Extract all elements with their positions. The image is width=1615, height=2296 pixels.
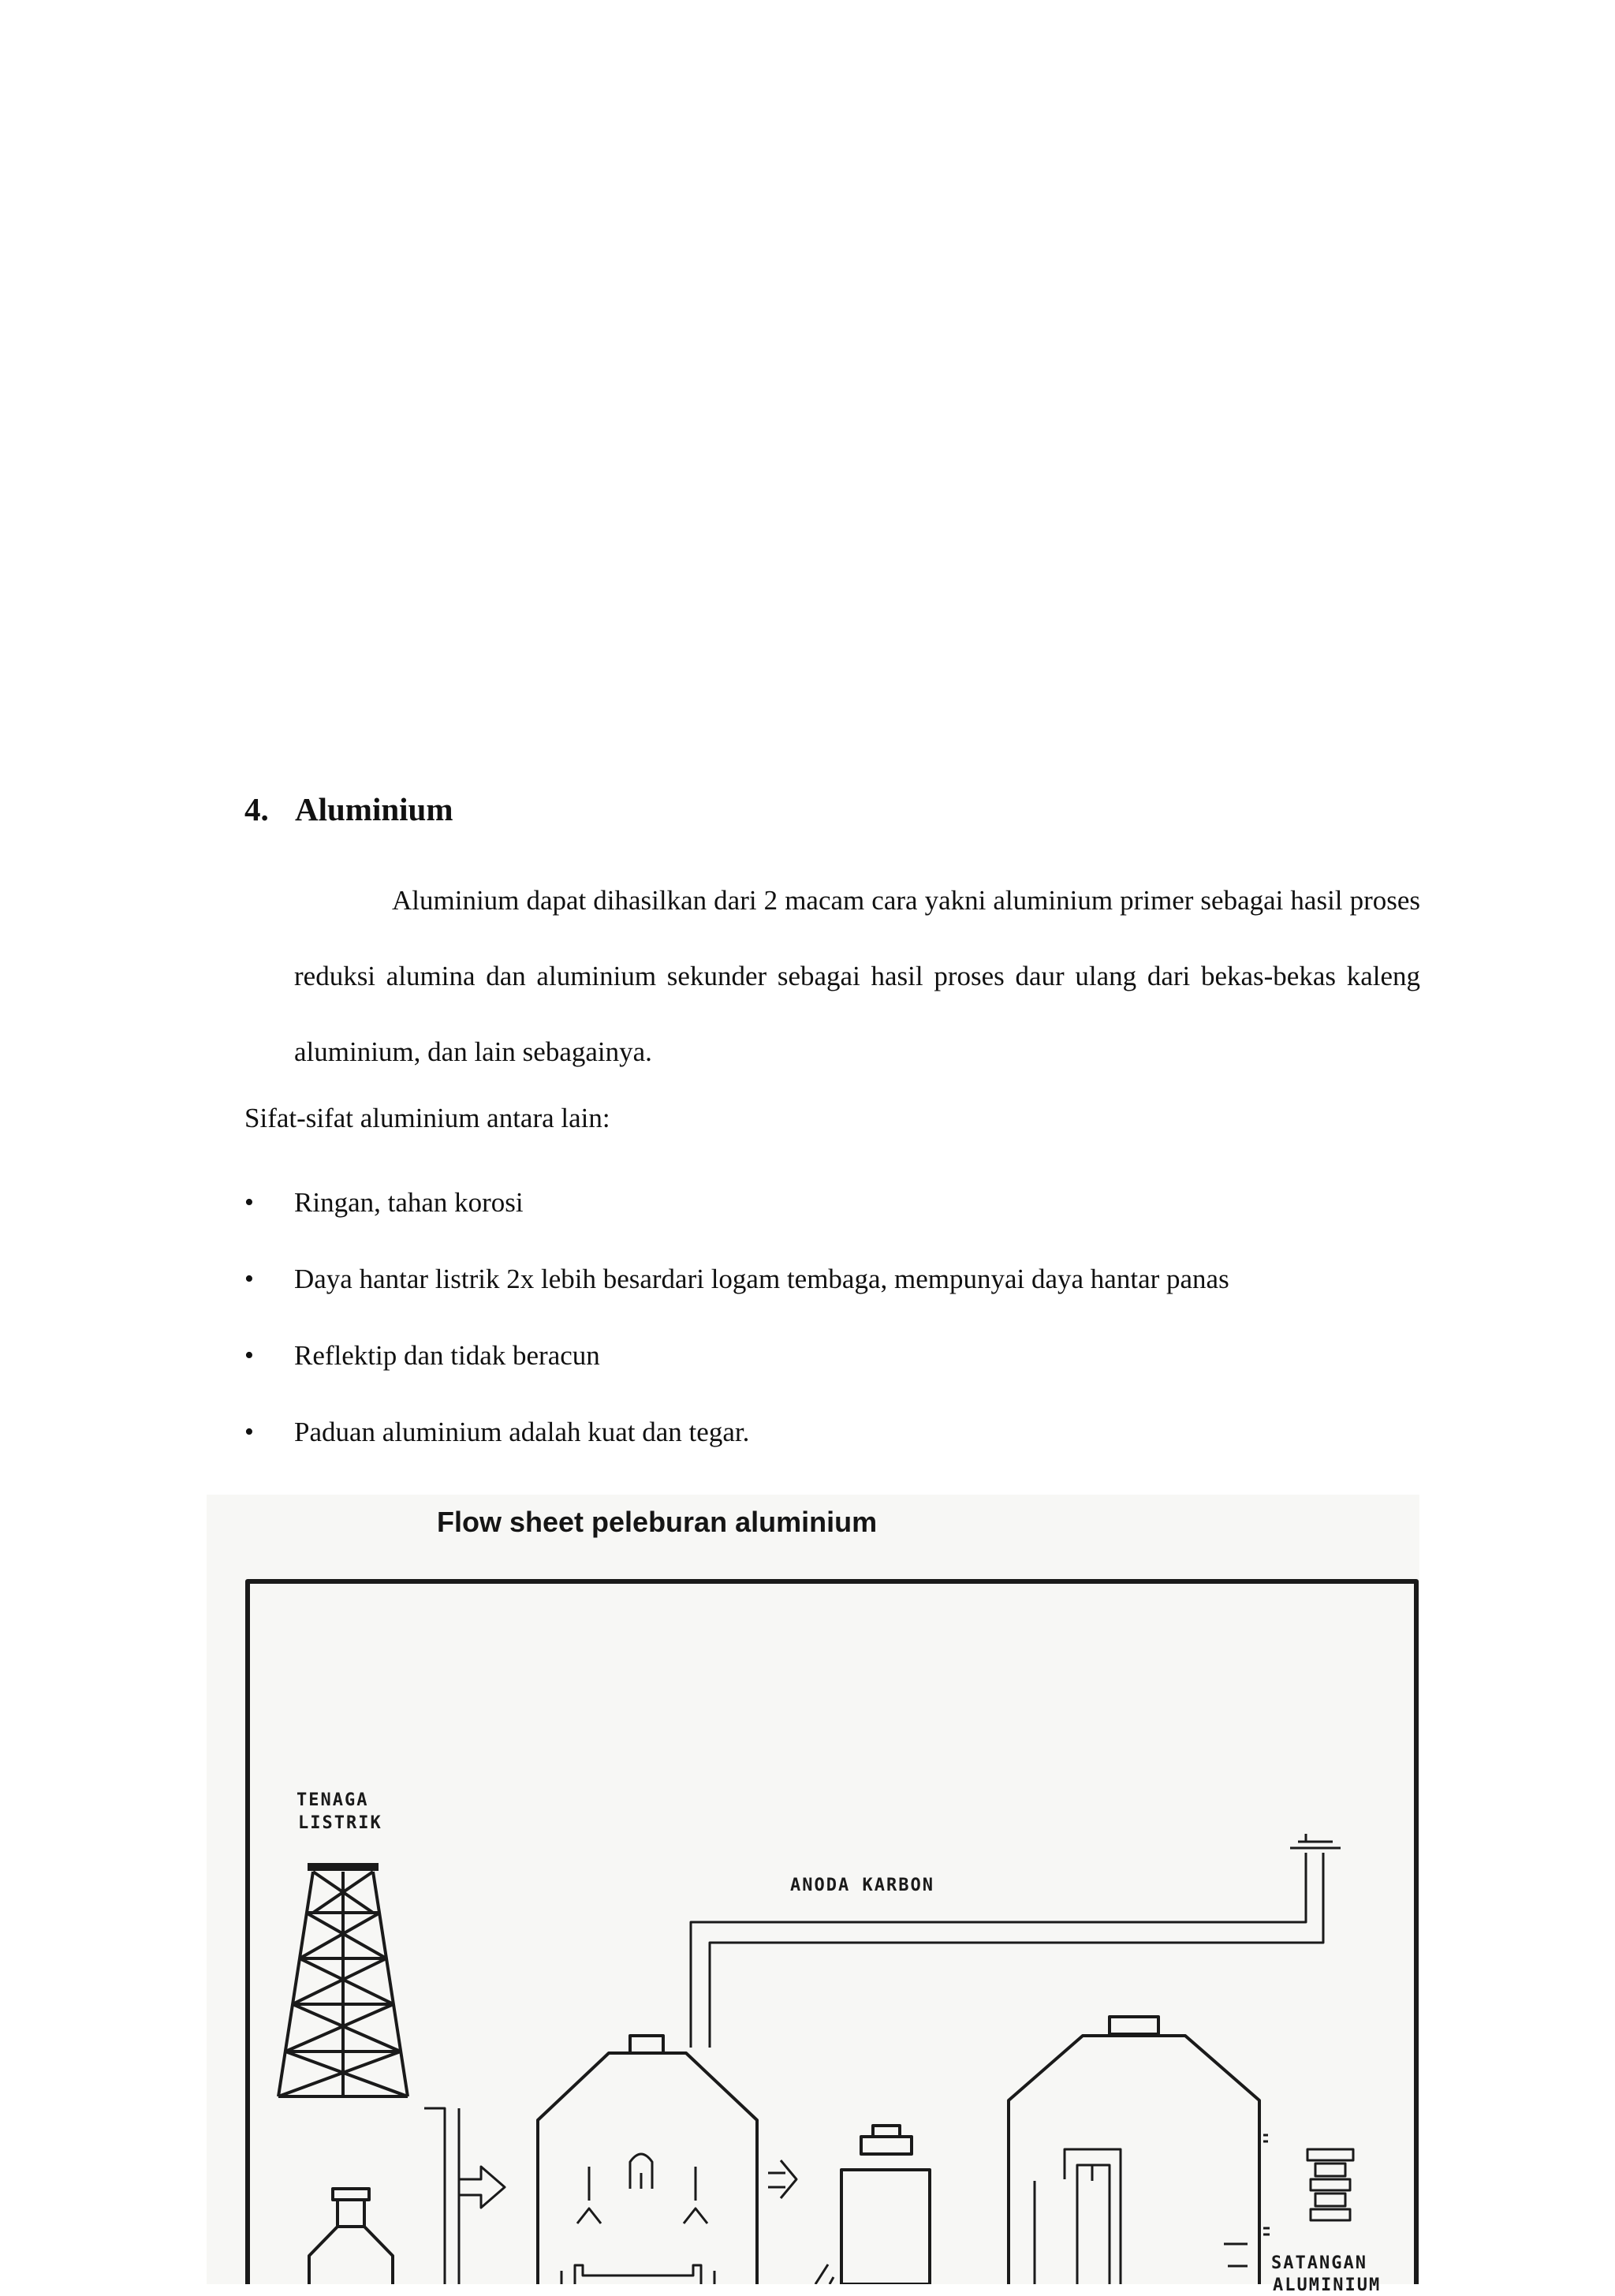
- anode-carbon-pipe: [691, 1834, 1341, 2048]
- figure-title: Flow sheet peleburan aluminium: [437, 1506, 878, 1538]
- power-tower-icon: [278, 1867, 408, 2096]
- bottle-icon: [309, 2189, 393, 2284]
- arrow-icon: [768, 2160, 796, 2198]
- list-item: • Daya hantar listrik 2x lebih besardari logam tembaga, mempunyai daya hantar panas: [244, 1263, 1229, 1294]
- section-number: 4.: [244, 791, 269, 827]
- flow-sheet-figure: [207, 1495, 1419, 2295]
- list-item: • Reflektip dan tidak beracun: [244, 1339, 600, 1371]
- list-item: • Paduan aluminium adalah kuat dan tegar.: [244, 1416, 750, 1447]
- aluminium-ingot-stack-icon: [1307, 2149, 1353, 2220]
- bullet-icon: •: [244, 1340, 254, 1370]
- bullet-icon: •: [244, 1264, 254, 1294]
- section-heading: [244, 790, 453, 828]
- arrow-icon: [459, 2167, 505, 2208]
- label-satangan: SATANGAN: [1271, 2253, 1367, 2273]
- list-item: • Ringan, tahan korosi: [244, 1186, 524, 1218]
- bullet-icon: •: [244, 1187, 254, 1217]
- diagram-frame: [248, 1581, 1416, 2284]
- properties-list: [244, 1164, 1427, 1470]
- body-paragraph: [294, 863, 1420, 1090]
- label-tenaga: TENAGA: [297, 1790, 369, 1810]
- properties-intro: Sifat-sifat aluminium antara lain:: [244, 1103, 610, 1133]
- bullet-icon: •: [244, 1417, 254, 1447]
- label-anoda-karbon: ANODA KARBON: [790, 1876, 934, 1895]
- paragraph-text: Aluminium dapat dihasilkan dari 2 macam cara yakni aluminium primer sebagai hasil proses reduksi alumina dan aluminium sekunder sebagai hasil proses daur ulang dari bekas-bekas kaleng aluminium, dan lain sebagainya.: [294, 885, 1420, 1067]
- label-listrik: LISTRIK: [298, 1813, 382, 1833]
- reduction-cell-icon: [538, 2036, 757, 2284]
- melting-furnace-icon: [1009, 2017, 1259, 2284]
- section-title: Aluminium: [295, 791, 453, 827]
- ladle-icon: [815, 2126, 930, 2284]
- label-aluminium: ALUMINIUM: [1273, 2275, 1382, 2295]
